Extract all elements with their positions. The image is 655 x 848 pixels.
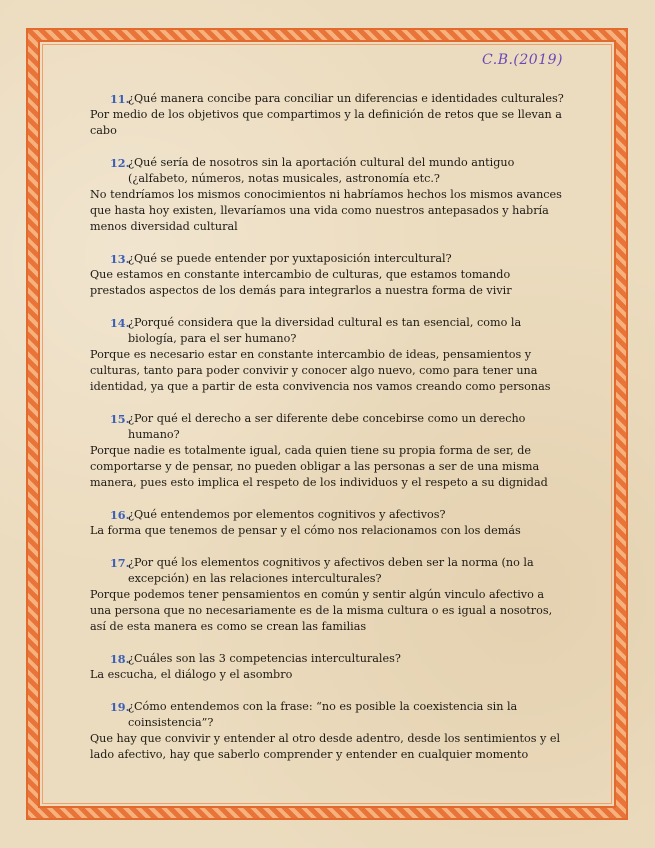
question (90, 315, 568, 347)
qa-item (90, 699, 568, 763)
question-number: 14. (110, 316, 130, 330)
answer-text: Por medio de los objetivos que compartimos y la definición de retos que se llevan a cabo (90, 108, 562, 137)
question-text: ¿Por qué el derecho a ser diferente debe concebirse como un derecho humano? (128, 412, 526, 441)
question-text: ¿Qué manera concibe para conciliar un diferencias e identidades culturales? (128, 92, 564, 105)
qa-item (90, 315, 568, 395)
answer-text: La escucha, el diálogo y el asombro (90, 668, 293, 681)
qa-item (90, 555, 568, 635)
question-number: 11. (110, 92, 130, 106)
question-text: ¿Porqué considera que la diversidad cultural es tan esencial, como la biología, para el ser humano? (128, 316, 522, 345)
question-number: 12. (110, 156, 130, 170)
question (90, 251, 568, 267)
question-number: 19. (110, 700, 130, 714)
question-text: ¿Qué entendemos por elementos cognitivos y afectivos? (128, 508, 446, 521)
answer-text: Porque nadie es totalmente igual, cada quien tiene su propia forma de ser, de comportarse y de pensar, no pueden obligar a las personas a ser de una misma manera, pues esto implica el respeto de los individuos y el respeto a su dignidad (90, 444, 548, 489)
answer-text: No tendríamos los mismos conocimientos ni habríamos hechos los mismos avances que hasta hoy existen, llevaríamos una vida como nuestros antepasados y habría menos diversidad cultural (90, 188, 562, 233)
question (90, 507, 568, 523)
question-number: 15. (110, 412, 130, 426)
qa-item (90, 155, 568, 235)
question (90, 555, 568, 587)
question-text: ¿Por qué los elementos cognitivos y afectivos deben ser la norma (no la excepción) en las relaciones interculturales? (128, 556, 534, 585)
question-number: 16. (110, 508, 130, 522)
question-text: ¿Qué sería de nosotros sin la aportación cultural del mundo antiguo (¿alfabeto, números, notas musicales, astronomía etc.? (128, 156, 515, 185)
author-signature: C.B.(2019) (482, 52, 563, 68)
qa-list (90, 91, 568, 779)
question (90, 91, 568, 107)
question-number: 13. (110, 252, 130, 266)
question-number: 17. (110, 556, 130, 570)
answer-text: Porque podemos tener pensamientos en común y sentir algún vinculo afectivo a una persona que no necesariamente es de la misma cultura o es igual a nosotros, así de esta manera es como se crean las familias (90, 588, 553, 633)
question (90, 699, 568, 731)
qa-item (90, 507, 568, 539)
answer-text: Que estamos en constante intercambio de culturas, que estamos tomando prestados aspectos de los demás para integrarlos a nuestra forma de vivir (90, 268, 512, 297)
qa-item (90, 251, 568, 299)
question-text: ¿Cómo entendemos con la frase: “no es posible la coexistencia sin la coinsistencia”? (128, 700, 518, 729)
question-text: ¿Qué se puede entender por yuxtaposición intercultural? (128, 252, 452, 265)
question (90, 155, 568, 187)
qa-item (90, 411, 568, 491)
question (90, 651, 568, 667)
answer-text: Porque es necesario estar en constante intercambio de ideas, pensamientos y culturas, tanto para poder convivir y conocer algo nuevo, como para tener una identidad, ya que a partir de esta convivencia nos vamos creando como personas (90, 348, 551, 393)
question-number: 18. (110, 652, 130, 666)
qa-item (90, 651, 568, 683)
answer-text: La forma que tenemos de pensar y el cómo nos relacionamos con los demás (90, 524, 521, 537)
answer-text: Que hay que convivir y entender al otro desde adentro, desde los sentimientos y el lado afectivo, hay que saberlo comprender y entender en cualquier momento (90, 732, 561, 761)
question-text: ¿Cuáles son las 3 competencias interculturales? (128, 652, 401, 665)
qa-item (90, 91, 568, 139)
question (90, 411, 568, 443)
